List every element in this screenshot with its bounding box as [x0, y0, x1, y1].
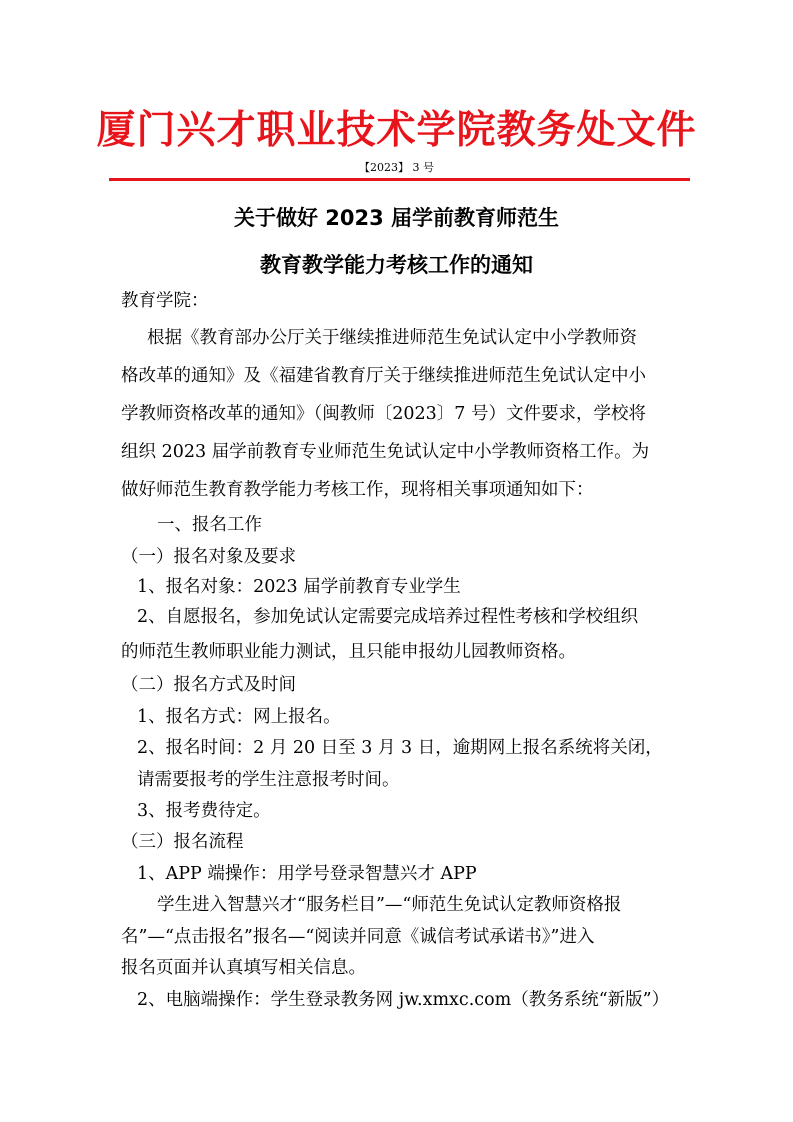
sub-3-heading: （三）报名流程: [121, 832, 244, 852]
sub-3-item-1-detail-line-2: 名”—“点击报名”报名—“阅读并同意《诚信考试承诺书》”进入: [121, 927, 595, 947]
document-number: 【2023】 3 号: [359, 161, 434, 174]
intro-line-3: 学教师资格改革的通知》（闽教师〔2023〕7 号）文件要求，学校将: [121, 404, 646, 424]
notice-title-line-2: 教育教学能力考核工作的通知: [260, 253, 533, 277]
intro-line-4: 组织 2023 届学前教育专业师范生免试认定中小学教师资格工作。为: [121, 442, 650, 462]
section-1-heading: 一、报名工作: [157, 515, 262, 535]
intro-line-1: 根据《教育部办公厅关于继续推进师范生免试认定中小学教师资: [147, 328, 637, 348]
sub-2-item-1: 1、报名方式：网上报名。: [137, 707, 341, 727]
org-masthead-title: 厦门兴才职业技术学院教务处文件: [96, 107, 697, 153]
sub-1-heading: （一）报名对象及要求: [121, 547, 296, 567]
red-header-rule: [109, 178, 690, 181]
sub-3-item-2: 2、电脑端操作：学生登录教务网 jw.xmxc.com（教务系统“新版”）: [137, 990, 670, 1010]
sub-2-item-2-line-1: 2、报名时间：2 月 20 日至 3 月 3 日，逾期网上报名系统将关闭，: [137, 738, 663, 758]
intro-line-5: 做好师范生教育教学能力考核工作，现将相关事项通知如下：: [121, 480, 594, 500]
sub-3-item-1-detail-line-3: 报名页面并认真填写相关信息。: [121, 958, 366, 978]
addressee: 教育学院：: [121, 291, 209, 311]
sub-1-item-1: 1、报名对象：2023 届学前教育专业学生: [137, 577, 461, 597]
sub-1-item-2-line-2: 的师范生教师职业能力测试，且只能申报幼儿园教师资格。: [121, 642, 576, 662]
sub-2-item-2-line-2: 请需要报考的学生注意报考时间。: [137, 770, 400, 790]
sub-3-item-1-detail-line-1: 学生进入智慧兴才“服务栏目”—“师范生免试认定教师资格报: [157, 895, 622, 915]
sub-1-item-2-line-1: 2、自愿报名，参加免试认定需要完成培养过程性考核和学校组织: [137, 607, 639, 627]
intro-line-2: 格改革的通知》及《福建省教育厅关于继续推进师范生免试认定中小: [121, 366, 646, 386]
notice-title-line-1: 关于做好 2023 届学前教育师范生: [233, 206, 560, 230]
sub-2-item-3: 3、报考费待定。: [137, 801, 271, 821]
sub-3-item-1: 1、APP 端操作：用学号登录智慧兴才 APP: [137, 864, 477, 884]
sub-2-heading: （二）报名方式及时间: [121, 675, 296, 695]
